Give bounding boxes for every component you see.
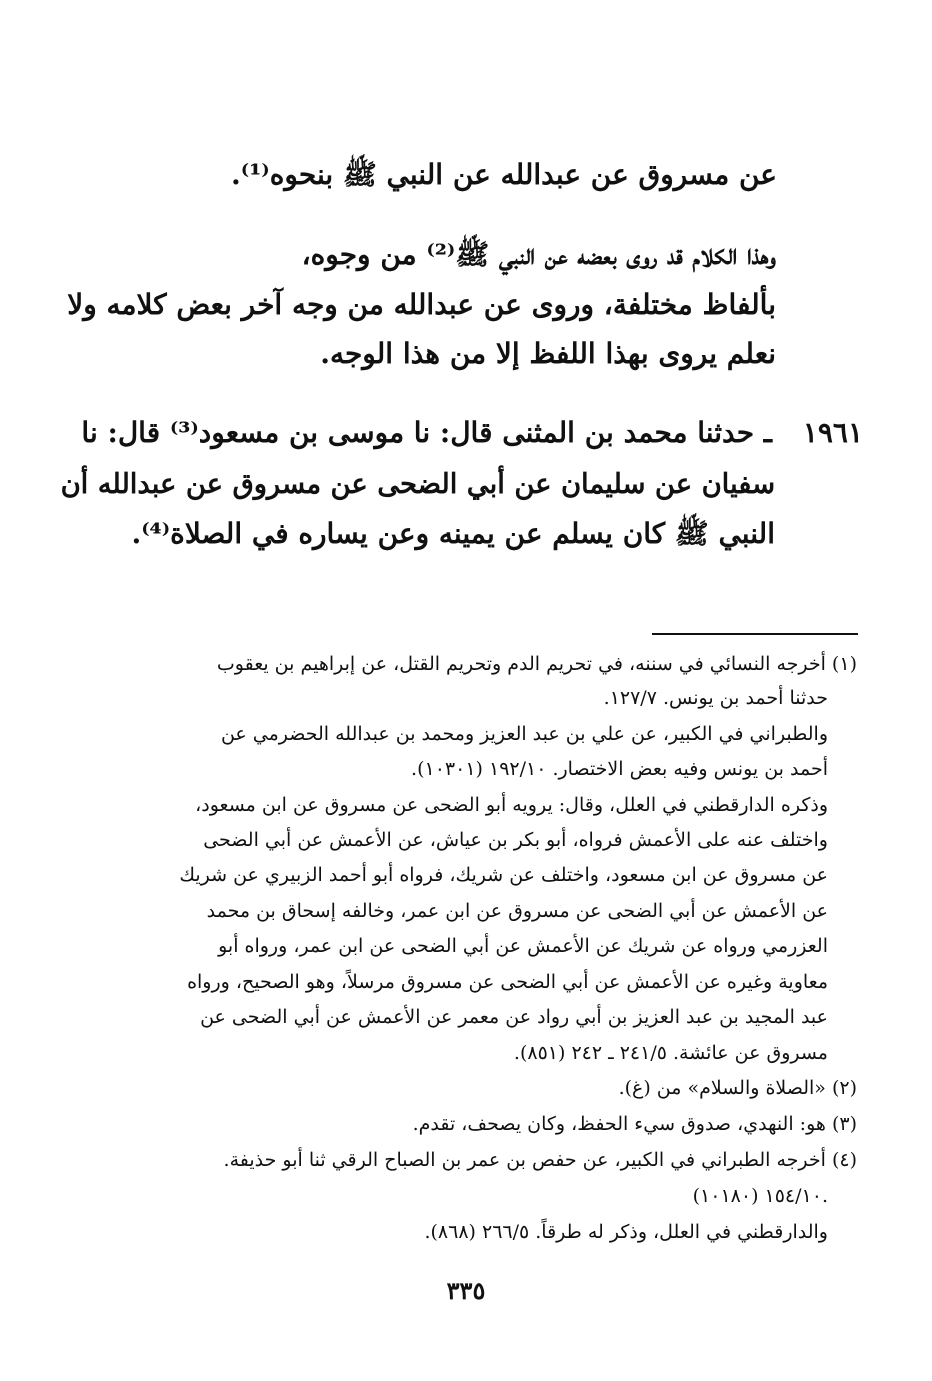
footnote-line: العزرمي ورواه عن شريك عن الأعمش عن أبي الضحى عن ابن عمر، ورواه أبو — [218, 935, 828, 957]
footnote-line: مسروق عن عائشة. ٢٤١/٥ ـ ٢٤٢ (٨٥١). — [513, 1042, 828, 1064]
footnote-separator — [652, 633, 858, 635]
footnote-line: واختلف عنه على الأعمش فرواه، أبو بكر بن عياش، عن الأعمش عن أبي الضحى — [203, 829, 828, 851]
commentary-line-1: وهذا الكلام قد روى بعضه عن النبي ﷺ⁽²⁾ من وجوه، — [301, 238, 776, 271]
hadith-line-1: ـ حدثنا محمد بن المثنى قال: نا موسى بن مسعود⁽³⁾ قال: نا — [81, 416, 772, 449]
footnote-line: معاوية وغيره عن الأعمش عن أبي الضحى عن مسروق مرسلاً، وهو الصحيح، ورواه — [187, 971, 828, 993]
page-number: ٣٣٥ — [446, 1276, 486, 1305]
footnote-line: (١) أخرجه النسائي في سننه، في تحريم الدم وتحريم القتل، عن إبراهيم بن يعقوب — [216, 653, 857, 675]
footnote-line: والطبراني في الكبير، عن علي بن عبد العزيز ومحمد بن عبدالله الحضرمي عن — [220, 723, 828, 745]
footnote-line: (٣) هو: النهدي، صدوق سيء الحفظ، وكان يصحف، تقدم. — [412, 1113, 857, 1135]
footnote-line: (٤) أخرجه الطبراني في الكبير، عن حفص بن عمر بن الصباح الرقي ثنا أبو حذيفة. — [223, 1149, 857, 1171]
footnote-line: (٢) «الصلاة والسلام» من (غ). — [618, 1077, 857, 1099]
footnote-line: عبد المجيد بن عبد العزيز بن أبي رواد عن معمر عن الأعمش عن أبي الضحى عن — [200, 1006, 828, 1028]
footnote-line: والدارقطني في العلل، وذكر له طرقاً. ٢٦٦/٥ (٨٦٨). — [424, 1221, 828, 1243]
commentary-line-3: نعلم يروى بهذا اللفظ إلا من هذا الوجه. — [320, 337, 776, 370]
hadith-line-2: سفيان عن سليمان عن أبي الضحى عن مسروق عن عبدالله أن — [60, 468, 775, 500]
hadith-line-3: النبي ﷺ كان يسلم عن يمينه وعن يساره في الصلاة⁽⁴⁾. — [131, 517, 775, 550]
footnote-line: أحمد بن يونس وفيه بعض الاختصار. ١٩٢/١٠ (١٠٣٠١). — [411, 758, 828, 780]
intro-line: عن مسروق عن عبدالله عن النبي ﷺ بنحوه⁽¹⁾. — [231, 158, 777, 191]
footnote-line: عن مسروق عن ابن مسعود، واختلف عن شريك، فرواه أبو أحمد الزبيري عن شريك — [179, 864, 828, 886]
hadith-number: ١٩٦١ — [802, 416, 863, 449]
footnote-line: وذكره الدارقطني في العلل، وقال: يرويه أبو الضحى عن مسروق عن ابن مسعود، — [195, 794, 828, 816]
commentary-line-2: بألفاظ مختلفة، وروى عن عبدالله من وجه آخر بعض كلامه ولا — [67, 288, 776, 321]
footnote-line: عن الأعمش عن أبي الضحى عن مسروق عن ابن عمر، وخالفه إسحاق بن محمد — [206, 900, 828, 922]
footnote-line: ١٥٤/١٠ (١٠١٨٠). — [692, 1185, 828, 1207]
footnote-line: حدثنا أحمد بن يونس. ١٢٧/٧. — [603, 687, 828, 709]
